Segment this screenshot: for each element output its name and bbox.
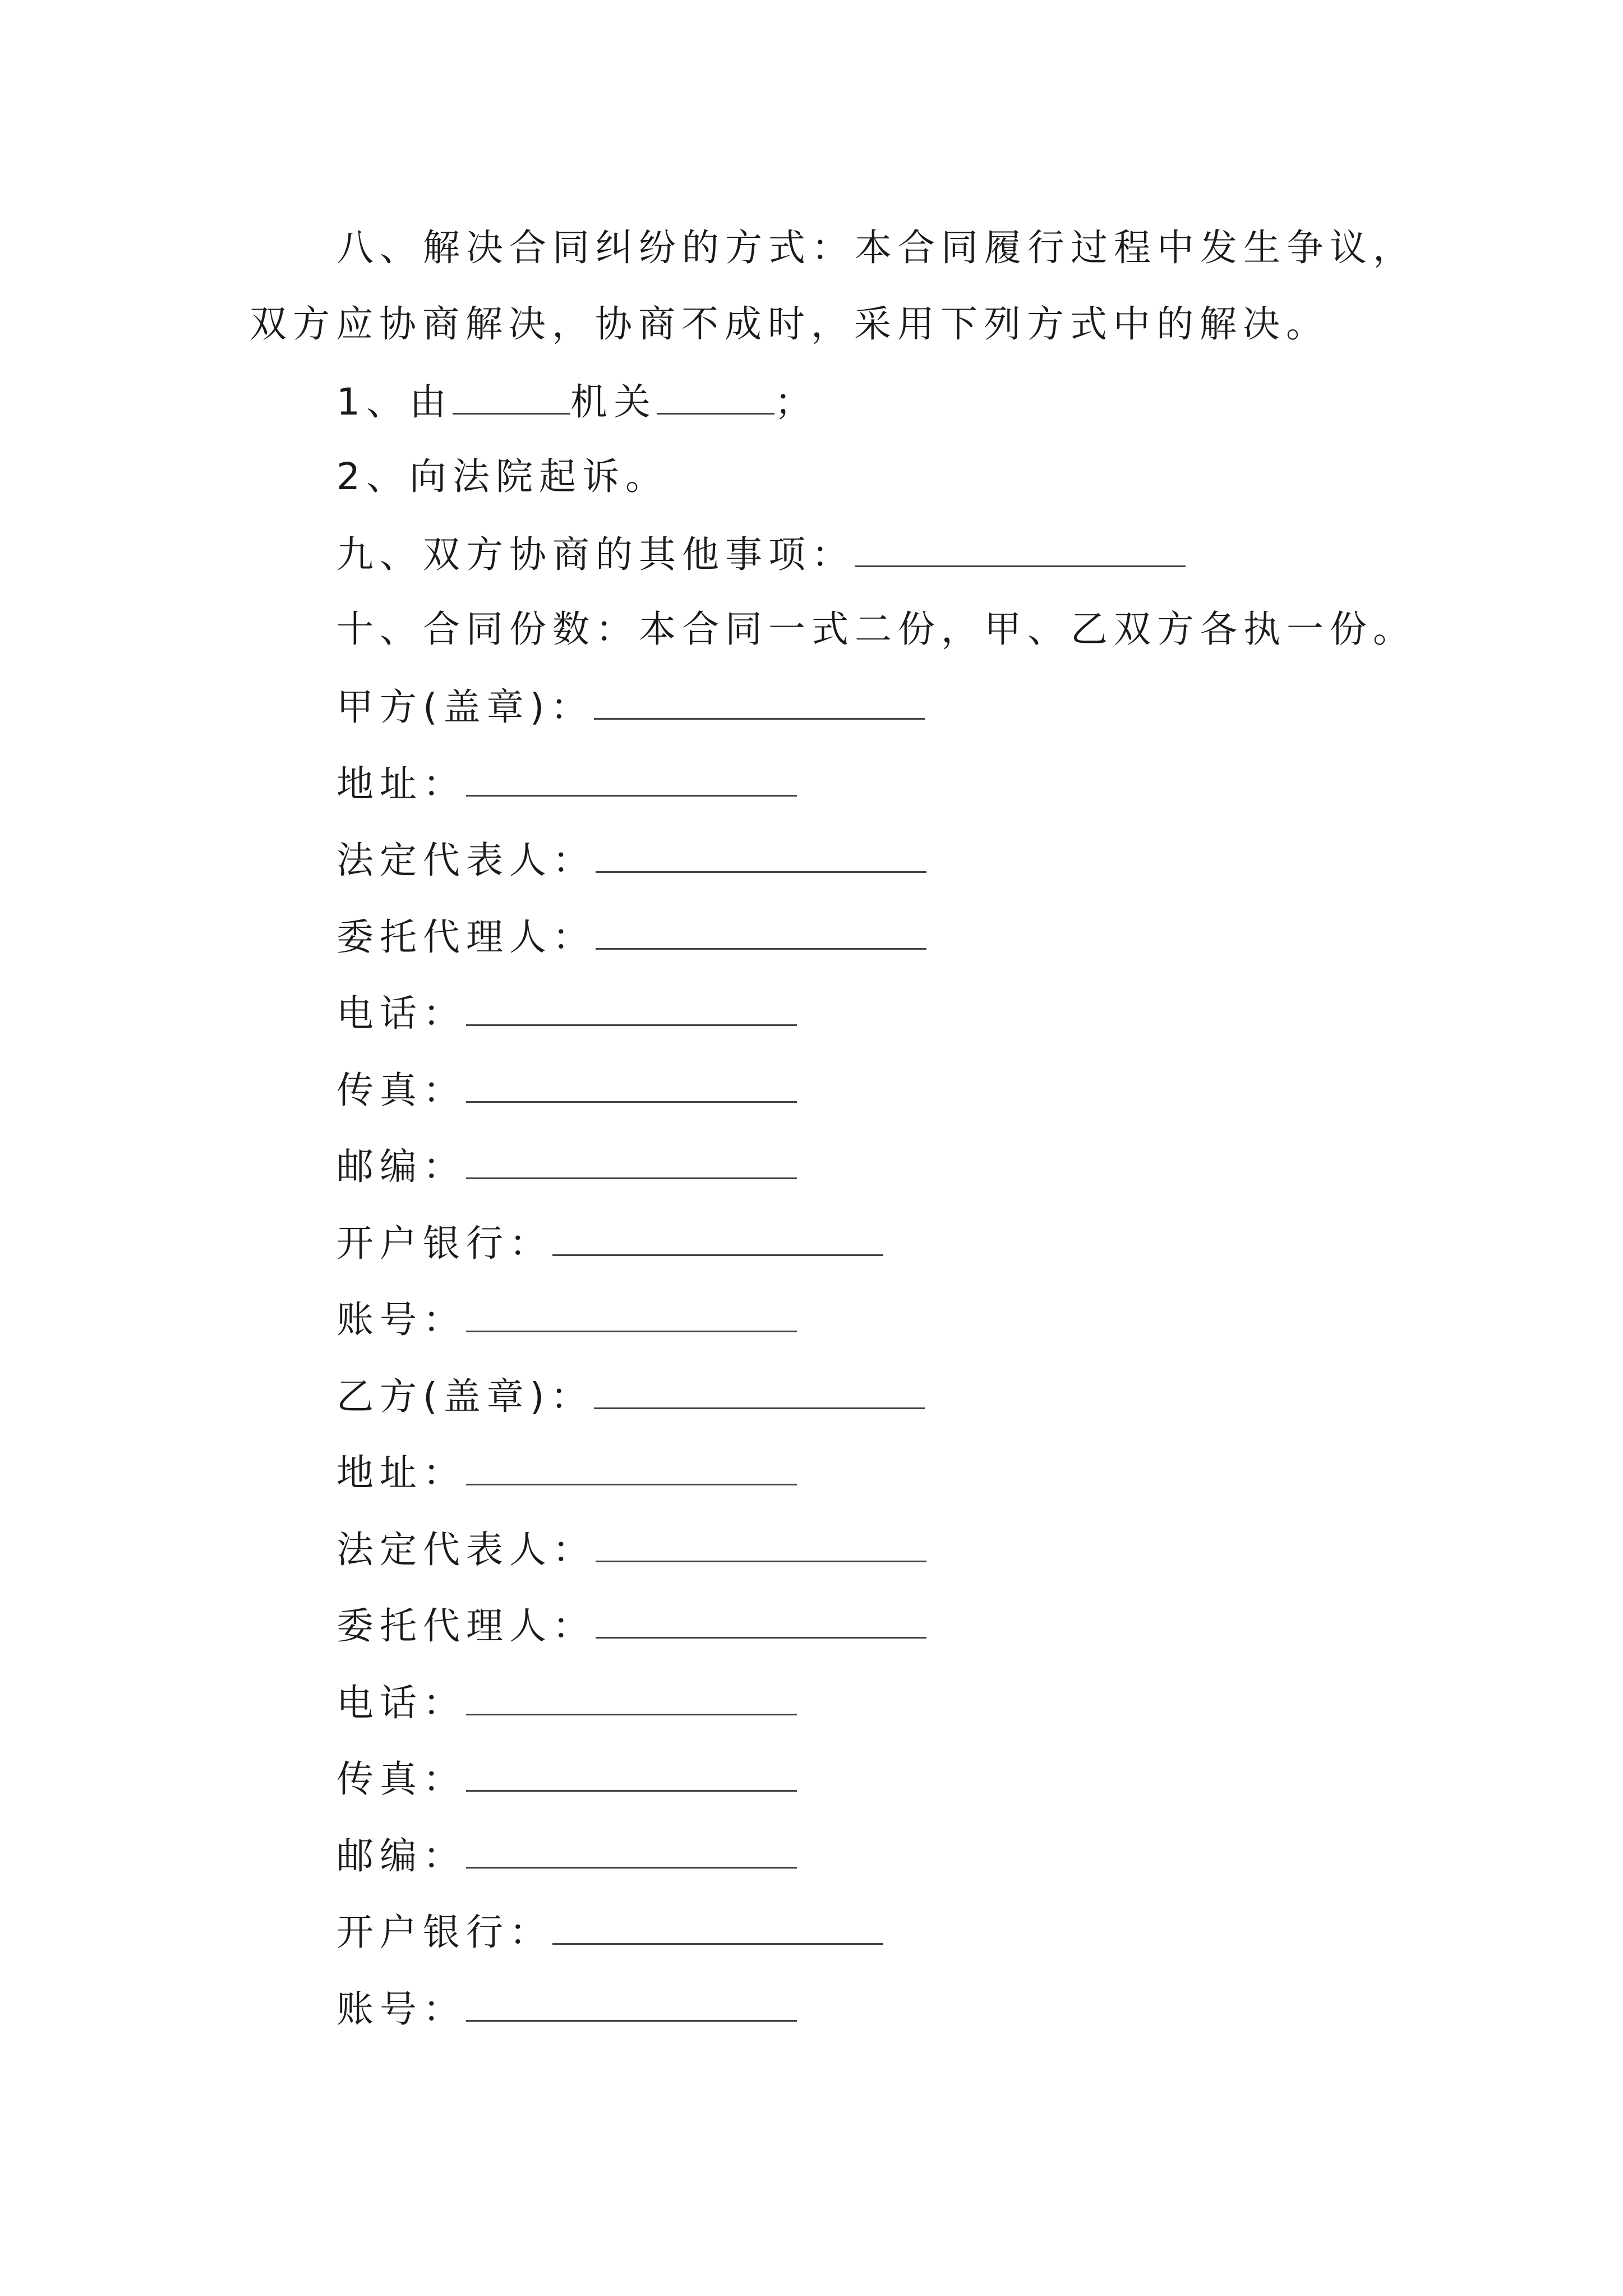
party-a-agent-row (336, 913, 926, 960)
party-a-title-blank[interactable] (594, 683, 925, 720)
party-b-address-blank[interactable] (466, 1449, 797, 1485)
party-a-fax-label: 传真： (336, 1069, 466, 1112)
option-1-prefix: 1、由 (336, 380, 453, 424)
party-b-title-row (336, 1373, 925, 1419)
option-1-middle: 机关 (570, 380, 657, 424)
party-a-postcode-row (336, 1143, 797, 1189)
party-a-bank-blank[interactable] (552, 1220, 883, 1256)
party-b-title-blank[interactable] (594, 1373, 925, 1409)
party-b-postcode-row (336, 1832, 797, 1879)
party-a-fax-blank[interactable] (466, 1066, 797, 1103)
arbitration-body-blank[interactable] (453, 378, 570, 415)
party-a-legal-rep-blank[interactable] (596, 836, 926, 873)
party-a-phone-row (336, 990, 797, 1036)
party-b-title-label: 乙方(盖章)： (336, 1375, 594, 1418)
party-b-phone-row (336, 1679, 797, 1726)
party-a-address-blank[interactable] (466, 760, 797, 797)
party-a-title-row (336, 683, 925, 730)
party-b-agent-row (336, 1602, 926, 1649)
party-b-postcode-label: 邮编： (336, 1834, 466, 1878)
option-1 (336, 378, 818, 425)
party-b-phone-blank[interactable] (466, 1679, 797, 1715)
party-a-postcode-blank[interactable] (466, 1143, 797, 1179)
party-b-fax-label: 传真： (336, 1757, 466, 1801)
party-a-bank-row (336, 1220, 883, 1266)
option-2: 2、向法院起诉。 (336, 455, 668, 498)
party-a-account-label: 账号： (336, 1298, 466, 1341)
party-a-bank-label: 开户银行： (336, 1222, 552, 1265)
party-b-bank-row (336, 1908, 883, 1955)
party-b-bank-label: 开户银行： (336, 1911, 552, 1954)
clause-9-label: 九、双方协商的其他事项： (336, 533, 855, 576)
party-b-agent-blank[interactable] (596, 1602, 926, 1639)
party-b-address-row (336, 1449, 797, 1496)
party-a-legal-rep-row (336, 836, 926, 883)
arbitration-detail-blank[interactable] (657, 378, 774, 415)
party-a-postcode-label: 邮编： (336, 1145, 466, 1188)
party-b-fax-row (336, 1755, 797, 1802)
party-a-address-label: 地址： (336, 762, 466, 806)
party-a-phone-label: 电话： (336, 992, 466, 1035)
party-b-phone-label: 电话： (336, 1681, 466, 1724)
other-matters-blank[interactable] (855, 531, 1186, 567)
party-a-agent-label: 委托代理人： (336, 915, 596, 959)
party-b-agent-label: 委托代理人： (336, 1604, 596, 1648)
party-b-bank-blank[interactable] (552, 1908, 883, 1945)
party-b-legal-rep-label: 法定代表人： (336, 1528, 596, 1571)
party-a-fax-row (336, 1066, 797, 1113)
clause-8-line-2: 双方应协商解决，协商不成时，采用下列方式中的解决。 (250, 302, 1329, 346)
party-b-account-row (336, 1985, 797, 2032)
option-1-suffix: ； (774, 380, 818, 424)
party-b-legal-rep-blank[interactable] (596, 1526, 926, 1562)
party-a-address-row (336, 760, 797, 807)
party-b-account-blank[interactable] (466, 1985, 797, 2022)
party-a-account-row (336, 1296, 797, 1342)
party-a-title-label: 甲方(盖章)： (336, 685, 594, 729)
clause-8-line-1: 八、解决合同纠纷的方式：本合同履行过程中发生争议， (336, 226, 1416, 269)
party-a-legal-rep-label: 法定代表人： (336, 839, 596, 882)
party-a-phone-blank[interactable] (466, 990, 797, 1026)
party-b-fax-blank[interactable] (466, 1755, 797, 1792)
party-a-agent-blank[interactable] (596, 913, 926, 950)
clause-10: 十、合同份数：本合同一式二份，甲、乙双方各执一份。 (336, 608, 1416, 651)
party-b-postcode-blank[interactable] (466, 1832, 797, 1869)
party-b-address-label: 地址： (336, 1451, 466, 1494)
party-b-legal-rep-row (336, 1526, 926, 1572)
party-b-account-label: 账号： (336, 1987, 466, 2031)
clause-9 (336, 531, 1186, 577)
party-a-account-blank[interactable] (466, 1296, 797, 1332)
